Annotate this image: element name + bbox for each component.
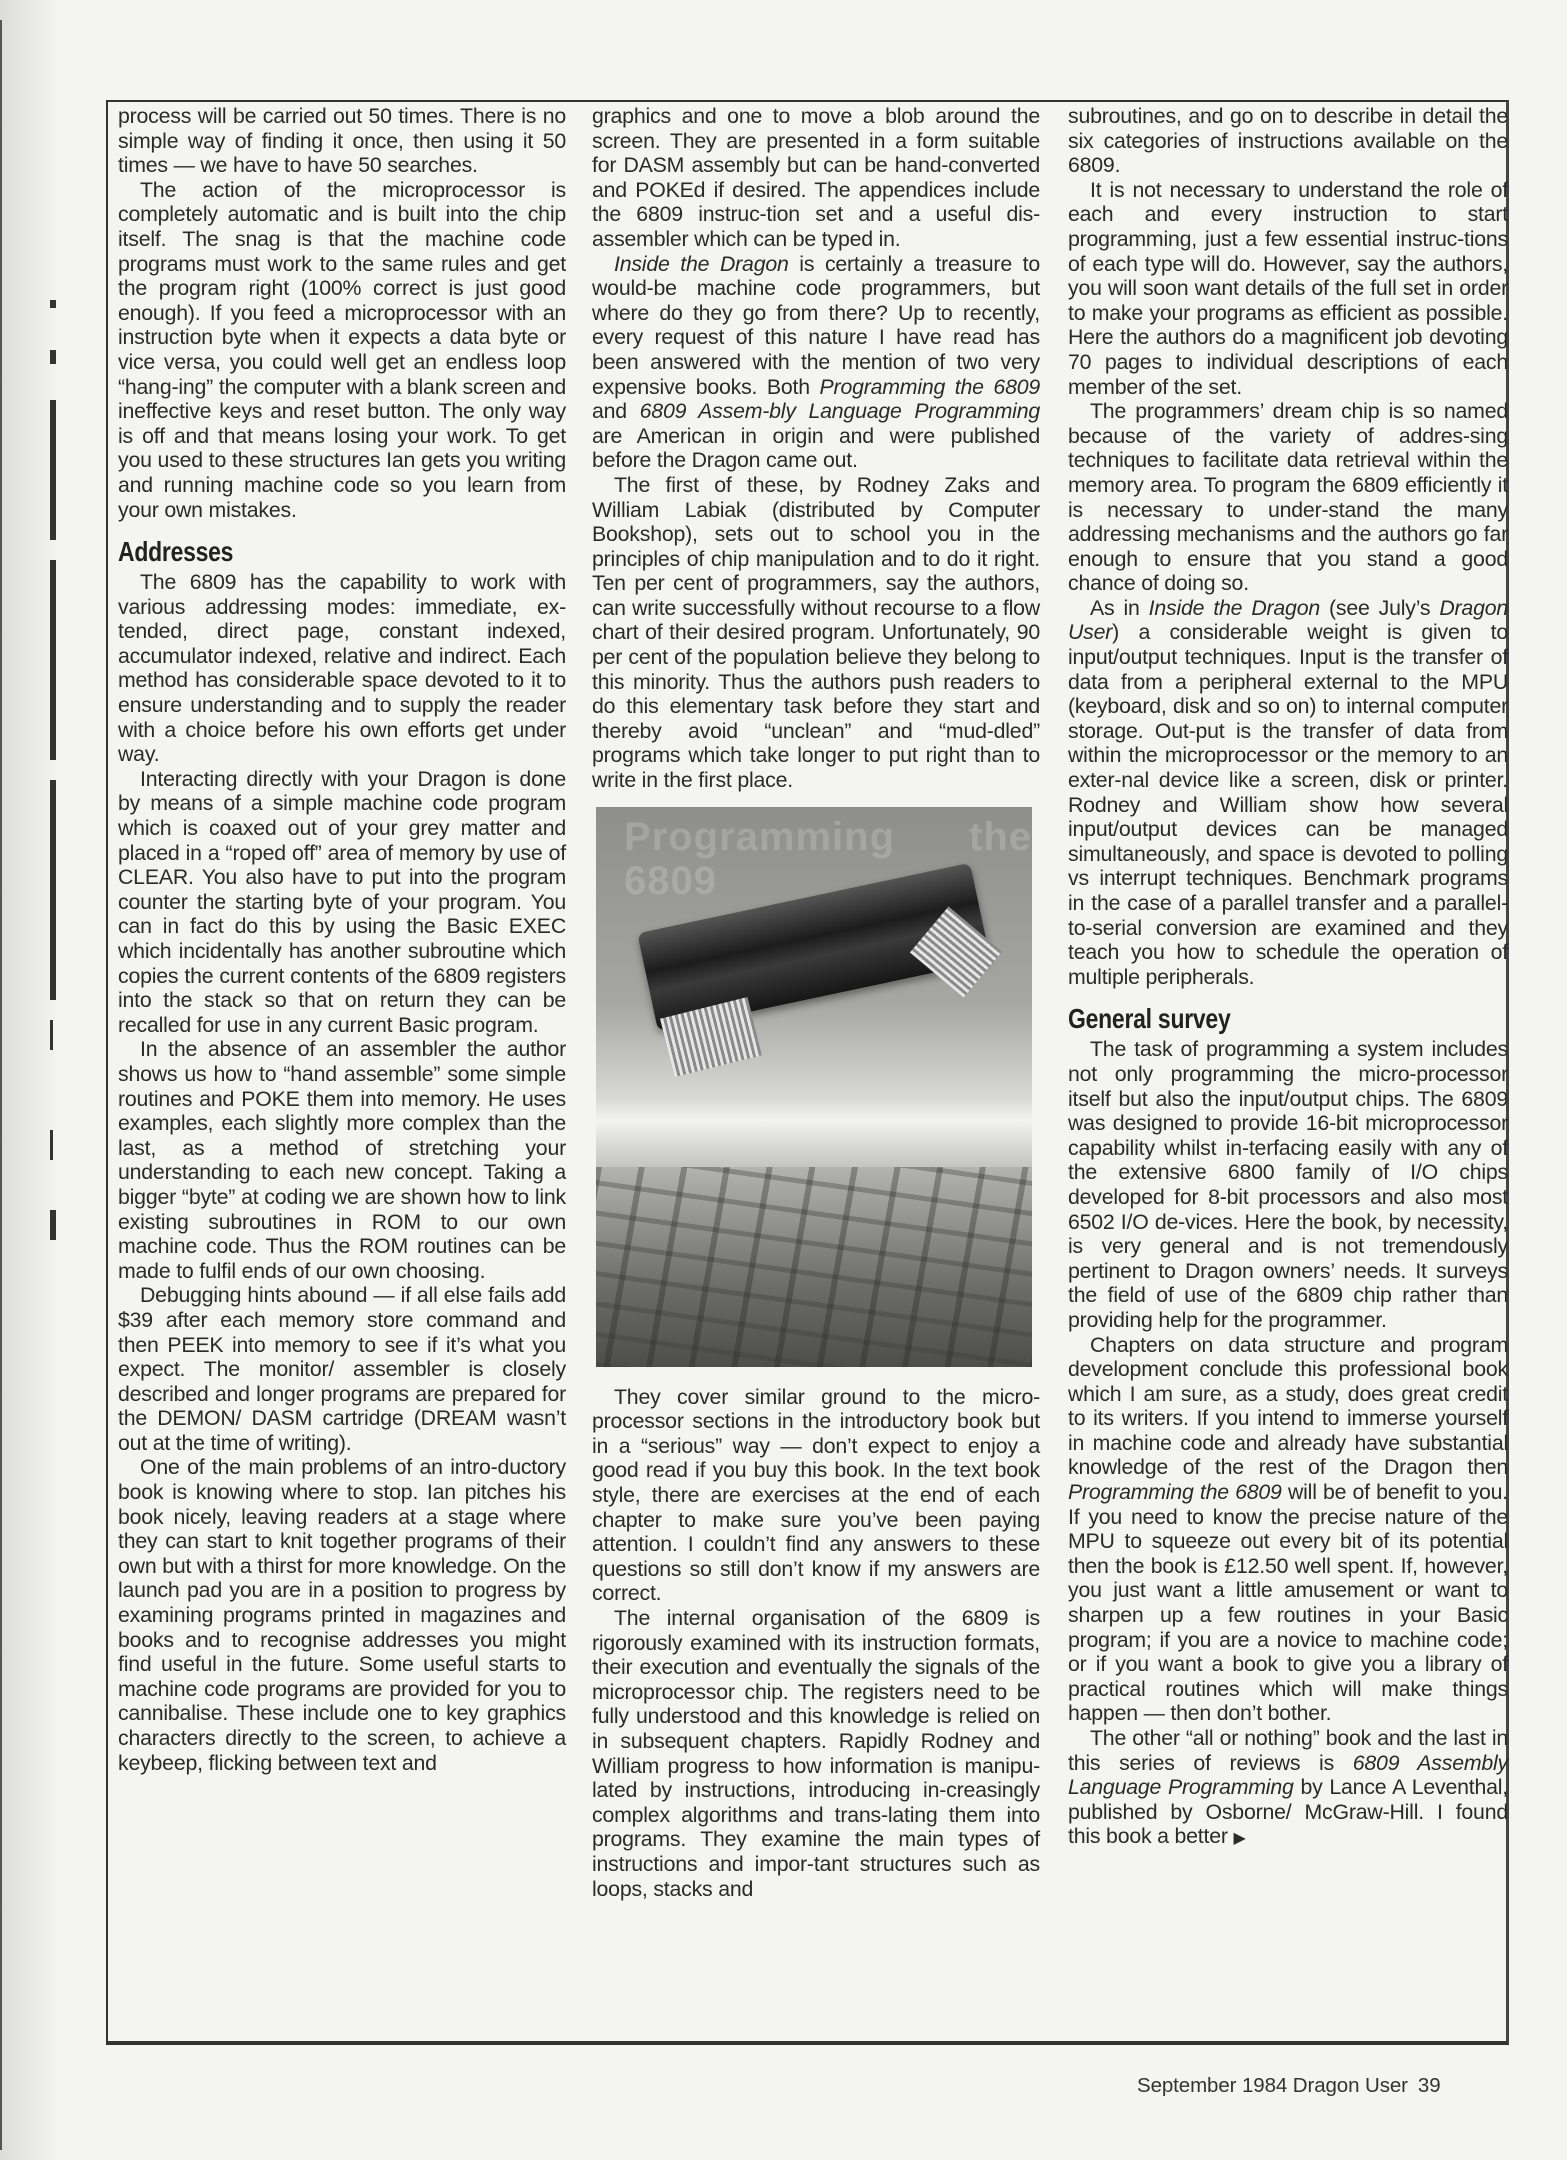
paragraph: It is not necessary to understand the role of each and every instruction to start programming, just a few essential instruc-tions of each type will do. However, say the authors, you will soon want details of the full set in order to make your programs as efficient as possible. Here the authors do a magnificent job devoting 70 pages to individual descriptions of each member of the set.	[1068, 177, 1508, 399]
book-title: Programming the 6809	[819, 374, 1041, 399]
paragraph: In the absence of an assembler the author shows us how to “hand assemble” some simple routines and POKE them into memory. He uses examples, each slightly more complex than the last, as a method of stretching your understanding to each new concept. Taking a bigger “byte” at coding we are shown how to link existing subroutines in ROM to our own machine code. Thus the ROM routines can be made to fulfil ends of our own choosing.	[118, 1037, 566, 1283]
cover-title-ghost: Programming the 6809	[624, 814, 1032, 903]
book-title: Inside the Dragon	[1148, 595, 1320, 620]
paragraph: They cover similar ground to the micro-processor sections in the introductory book but in a “serious” way — don’t expect to enjoy a good read if you buy this book. In the text book style, there are exercises at the end of each chapter to make sure you’ve been paying attention. I couldn’t find any answers to these questions so still don’t know if my answers are correct.	[592, 1384, 1040, 1606]
text-run: and	[592, 399, 640, 424]
paragraph: subroutines, and go on to describe in detail the six categories of instructions available on the 6809.	[1068, 104, 1508, 178]
column-2	[592, 104, 1040, 1901]
paragraph: The action of the microprocessor is completely automatic and is built into the chip itself. The snag is that the machine code programs must work to the same rules and get the program right (100% correct is just good enough). If you feed a microprocessor with an instruction byte when it expects a data byte or vice versa, you could well get an endless loop “hang-ing” the computer with a blank screen and ineffective keys and reset button. The only way is off and that means losing your work. To get you used to these structures Ian gets you writing and running machine code so you learn from your own mistakes.	[118, 177, 566, 522]
paragraph: The programmers’ dream chip is so named because of the variety of addres-sing techniques to facilitate data retrieval within the memory area. To program the 6809 efficiently it is necessary to under-stand the many addressing mechanisms and the authors go far enough to ensure that you stand a good chance of doing so.	[1068, 399, 1508, 596]
paragraph: process will be carried out 50 times. There is no simple way of finding it once, then using it 50 times — we have to have 50 searches.	[118, 104, 566, 178]
paragraph	[1068, 1726, 1508, 1852]
text-run: by Lance A Leventhal, published by Osborne/ McGraw-Hill. I found this book a better	[1068, 1775, 1509, 1849]
text-run: will be of benefit to you. If you need to know the precise nature of the MPU to squeeze out every bit of its potential then the book is £12.50 well spent. If, however, you just want a little amusement or want to sharpen up a few routines in your Basic program; if you are a novice to machine code; or if you want a book to give you a library of practical routines which will make things happen — then don’t bother.	[1068, 1480, 1509, 1726]
paragraph	[1068, 1333, 1508, 1727]
text-run: is certainly a treasure to would-be machine code programmers, but where do they go from there? Up to recently, every request of this nature I have read has been answered with the mention of two very expensive books. Both	[592, 251, 1040, 399]
book-cover-image	[596, 807, 1032, 1367]
text-run: (see July’s	[1320, 595, 1440, 620]
book-title: Programming the 6809	[1068, 1480, 1282, 1505]
footer-issue: September 1984 Dragon User	[1137, 2074, 1408, 2097]
page-footer	[1137, 2074, 1441, 2098]
binding-marks	[50, 40, 60, 2040]
page-number: 39	[1417, 2074, 1441, 2097]
text-run: are American in origin and were published before the Dragon came out.	[592, 423, 1040, 473]
paragraph: The task of programming a system includes not only programming the micro-processor itself but also the input/output chips. The 6809 was designed to provide 16-bit microprocessor capability whilst in-terfacing easily with any of the extensive 6800 family of I/O chips developed for 8-bit processors and also most 6502 I/O de-vices. Here the book, by necessity, is very general and is not tremendously pertinent to Dragon owners’ needs. It surveys the field of use of the 6809 chip rather than providing help for the programmer.	[1068, 1037, 1508, 1332]
text-run: As in	[1090, 595, 1149, 620]
page-edge-line	[0, 20, 2, 2150]
paragraph: Interacting directly with your Dragon is done by means of a simple machine code program which is coaxed out of your grey matter and placed in a “roped off” area of memory by use of CLEAR. You also have to put into the program counter the starting byte of your program. You can in fact do this by using the Basic EXEC which incidentally has another subroutine which copies the current contents of the 6809 registers into the stack so that on return they can be recalled for use in any current Basic program.	[118, 766, 566, 1037]
section-heading: General survey	[1068, 1003, 1231, 1035]
continue-arrow-icon: ▶	[1233, 1830, 1246, 1848]
book-title: 6809 Assem-bly Language Programming	[639, 399, 1040, 424]
paragraph: Debugging hints abound — if all else fails add $39 after each memory store command and then PEEK into memory to see if it’s what you expect. The monitor/ assembler is closely described and longer programs are prepared for the DEMON/ DASM cartridge (DREAM wasn’t out at the time of writing).	[118, 1283, 566, 1455]
column-3	[1068, 104, 1508, 1852]
column-1	[118, 104, 566, 1775]
city-graphic	[596, 1167, 1032, 1367]
paragraph: The first of these, by Rodney Zaks and William Labiak (distributed by Computer Bookshop), sets out to school you in the principles of chip manipulation and to do it right. Ten per cent of programmers, say the authors, can write successfully without recourse to a flow chart of their desired program. Unfortunately, 90 per cent of the population believe they belong to this minority. Thus the authors push readers to do this elementary task before they start and thereby avoid “unclean” and “mud-dled” programs which take longer to put right than to write in the first place.	[592, 472, 1040, 793]
paragraph: The internal organisation of the 6809 is rigorously examined with its instruction formats, their execution and eventually the signals of the microprocessor chip. The registers need to be fully understood and this knowledge is relied on in subsequent chapters. Rapidly Rodney and William progress to how information is manipu-lated by instructions, introducing in-creasingly complex algorithms and trans-lating them into programs. They examine the main types of instructions and impor-tant structures such as loops, stacks and	[592, 1605, 1040, 1901]
paragraph: The 6809 has the capability to work with various addressing modes: immediate, ex-tended, direct page, constant indexed, accumulator indexed, relative and indirect. Each method has considerable space devoted to it to ensure understanding and to supply the reader with a choice before his own efforts get under way.	[118, 570, 566, 767]
paragraph: graphics and one to move a blob around the screen. They are presented in a form suitable for DASM assembly but can be hand-converted and POKEd if desired. The appendices include the 6809 instruc-tion set and a useful dis-assembler which can be typed in.	[592, 104, 1040, 251]
book-title: Inside the Dragon	[614, 251, 789, 276]
text-run: ) a considerable weight is given to input/output techniques. Input is the transfer of data from a peripheral external to the MPU (keyboard, disk and so on) to internal computer storage. Out-put is the transfer of data from within the microprocessor or the memory to an exter-nal device like a screen, disk or printer. Rodney and William show how several input/output devices can be managed simultaneously, and space is devoted to polling vs interrupt techniques. Benchmark programs in the case of a parallel transfer and a parallel-to-serial conversion are examined and they teach you how to schedule the operation of multiple peripherals.	[1068, 620, 1508, 989]
book-title: 6809 Assembly Language Programming	[1068, 1750, 1508, 1800]
section-heading: Addresses	[118, 536, 234, 568]
paragraph: One of the main problems of an intro-ductory book is knowing where to stop. Ian pitches his book nicely, leaving readers at a stage where they can start to knit together programs of their own but with a thirst for more knowledge. On the launch pad you are in a position to progress by examining programs printed in magazines and books and to recognise addresses you might find useful in the future. Some useful starts to machine code programs are provided for you to cannibalise. These include one to key graphics characters directly to the screen, to achieve a keybeep, flicking between text and	[118, 1455, 566, 1775]
paragraph	[592, 252, 1040, 473]
book-title: Dragon User	[1068, 595, 1509, 645]
text-run: The other “all or nothing” book and the last in this series of reviews is	[1068, 1726, 1508, 1775]
paragraph	[1068, 596, 1508, 990]
text-run: Chapters on data structure and program development conclude this professional book which I am sure, as a study, does great credit to its writers. If you intend to immerse yourself in machine code and already have substantial knowledge of the rest of the Dragon then	[1068, 1332, 1508, 1480]
